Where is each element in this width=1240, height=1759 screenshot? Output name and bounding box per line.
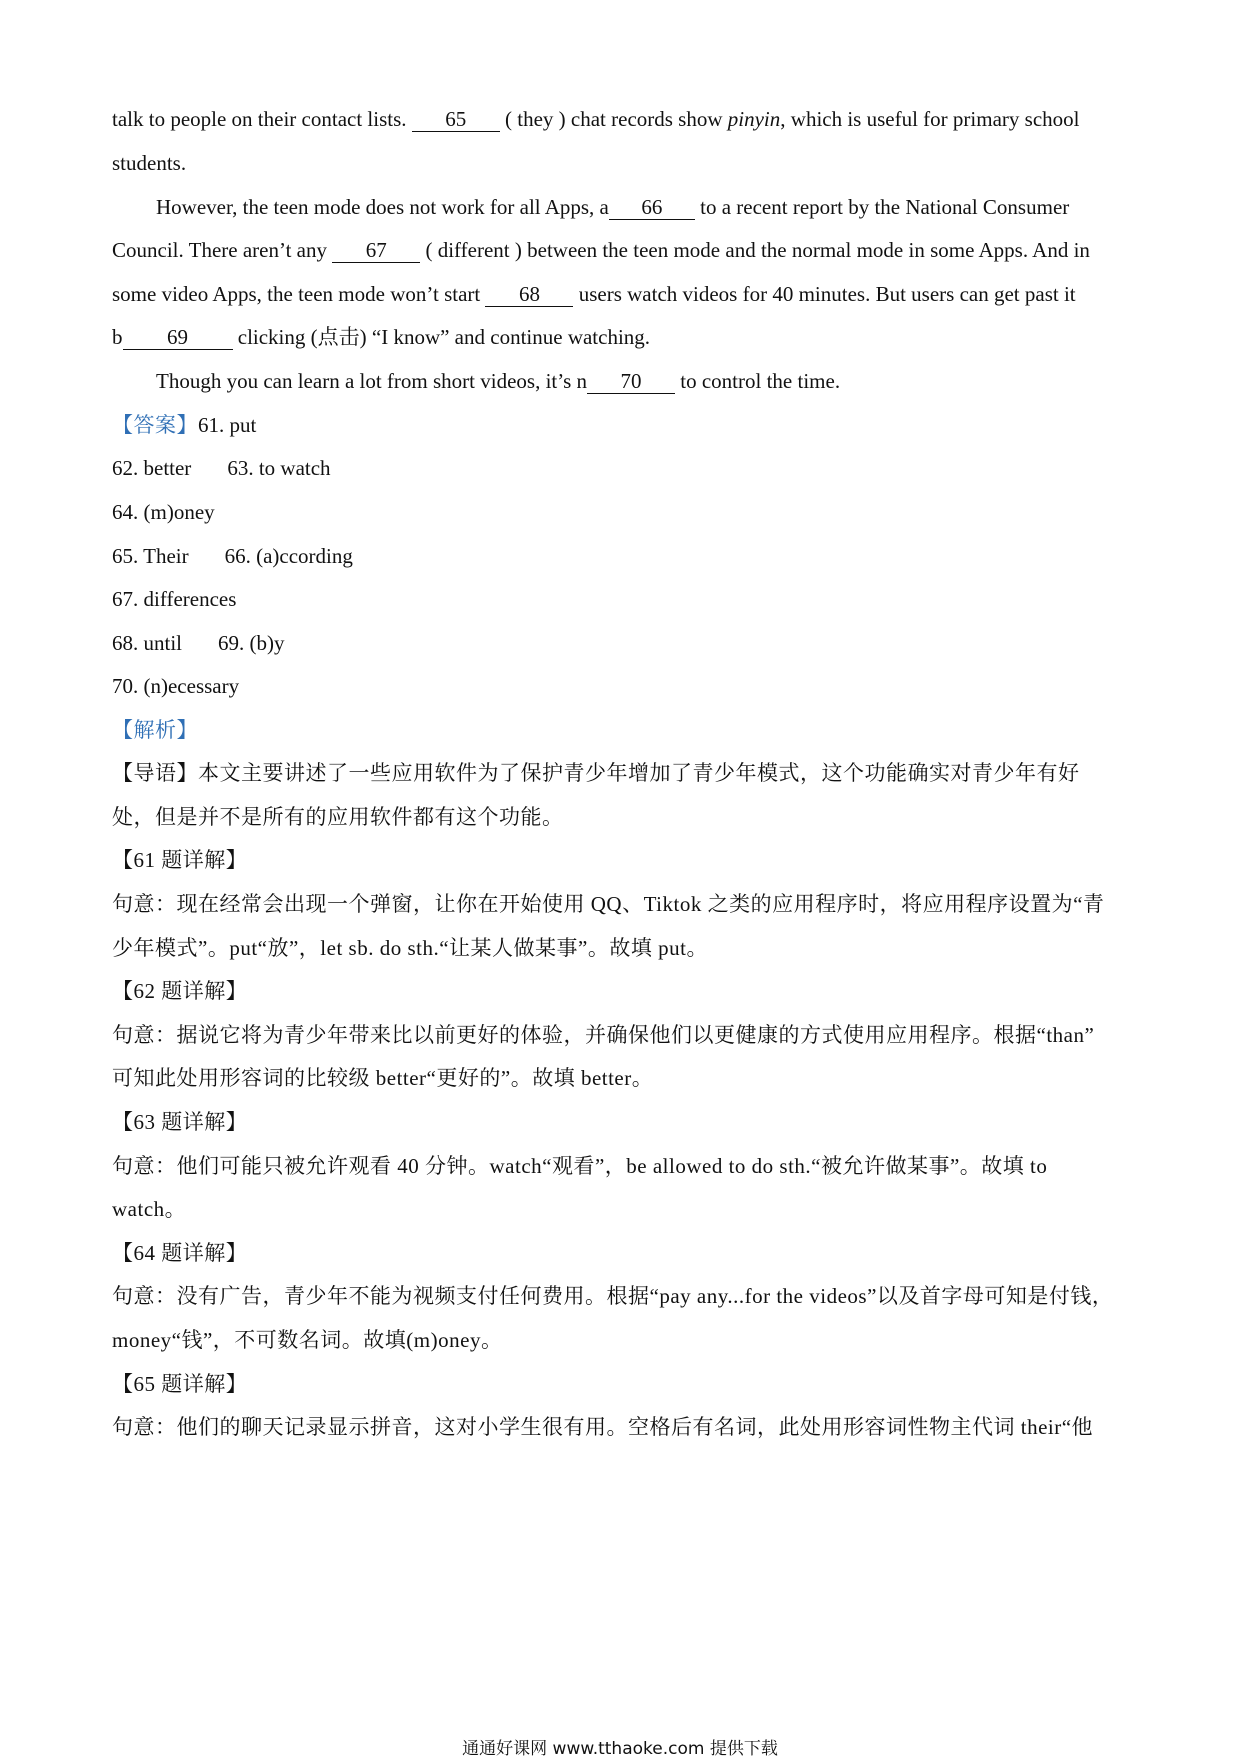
blank-69: 69 (123, 325, 233, 350)
explain-61-line-2: 少年模式”。put“放”，let sb. do sth.“让某人做某事”。故填 put。 (112, 936, 708, 960)
passage-line-7 (156, 366, 1176, 396)
blank-66: 66 (609, 195, 695, 220)
answer-68: 68. until (112, 631, 183, 655)
text: to a recent report by the National Consumer (700, 195, 1070, 219)
heading-63: 【63 题详解】 (112, 1110, 248, 1134)
footer-credit: 通通好课网 www.tthaoke.com 提供下载 (462, 1739, 778, 1759)
passage-line-2: students. (112, 151, 187, 175)
pinyin-word: pinyin (727, 107, 781, 131)
explain-61-line-1: 句意：现在经常会出现一个弹窗，让你在开始使用 QQ、Tiktok 之类的应用程序时，将应用程序设置为“青 (112, 892, 1105, 916)
answer-65: 65. Their (112, 544, 189, 568)
text: to control the time. (680, 369, 841, 393)
passage-line-1 (112, 104, 1132, 134)
text: ( different ) between the teen mode and the normal mode in some Apps. And in (425, 238, 1090, 262)
text: Council. There aren’t any (112, 238, 327, 262)
answer-66: 66. (a)ccording (224, 544, 353, 568)
answer-row (112, 453, 1132, 483)
explain-65-line-1: 句意：他们的聊天记录显示拼音，这对小学生很有用。空格后有名词，此处用形容词性物主代词 their“他 (112, 1415, 1094, 1439)
heading-61: 【61 题详解】 (112, 848, 248, 872)
heading-65: 【65 题详解】 (112, 1372, 248, 1396)
heading-64: 【64 题详解】 (112, 1241, 248, 1265)
passage-line-4 (112, 235, 1132, 265)
explain-62-line-1: 句意：据说它将为青少年带来比以前更好的体验，并确保他们以更健康的方式使用应用程序。根据“than” (112, 1023, 1095, 1047)
answer-64: 64. (m)oney (112, 500, 215, 524)
blank-67: 67 (332, 238, 420, 263)
answer-69: 69. (b)y (218, 631, 285, 655)
heading-62: 【62 题详解】 (112, 979, 248, 1003)
text: However, the teen mode does not work for all Apps, a (156, 195, 609, 219)
answer-70: 70. (n)ecessary (112, 674, 240, 698)
explain-64-line-1: 句意：没有广告，青少年不能为视频支付任何费用。根据“pay any...for the videos”以及首字母可知是付钱， (112, 1284, 1114, 1308)
passage-line-6 (112, 322, 1132, 352)
text: users watch videos for 40 minutes. But users can get past it (578, 282, 1076, 306)
answer-63: 63. to watch (227, 456, 331, 480)
text: b (112, 325, 123, 349)
analysis-tag: 【解析】 (112, 718, 198, 742)
passage-line-5 (112, 279, 1132, 309)
text: , which is useful for primary school (780, 107, 1080, 131)
answer-62: 62. better (112, 456, 192, 480)
text: ( they ) chat records show (505, 107, 723, 131)
passage-line-3 (156, 192, 1176, 222)
blank-65: 65 (412, 107, 500, 132)
explain-62-line-2: 可知此处用形容词的比较级 better“更好的”。故填 better。 (112, 1066, 654, 1090)
intro-line-2: 处，但是并不是所有的应用软件都有这个功能。 (112, 805, 564, 829)
answer-row (112, 628, 1132, 658)
blank-68: 68 (485, 282, 573, 307)
answer-tag: 【答案】 (112, 413, 198, 437)
text: clicking (点击) “I know” and continue watching. (237, 325, 651, 349)
text: some video Apps, the teen mode won’t start (112, 282, 481, 306)
explain-63-line-1: 句意：他们可能只被允许观看 40 分钟。watch“观看”，be allowed to do sth.“被允许做某事”。故填 to (112, 1154, 1048, 1178)
text: Though you can learn a lot from short videos, it’s n (156, 369, 588, 393)
answer-61: 61. put (198, 413, 257, 437)
explain-63-line-2: watch。 (112, 1197, 187, 1221)
answer-67: 67. differences (112, 587, 237, 611)
text: talk to people on their contact lists. (112, 107, 407, 131)
intro-line-1: 【导语】本文主要讲述了一些应用软件为了保护青少年增加了青少年模式，这个功能确实对青少年有好 (112, 761, 1080, 785)
answer-row (112, 541, 1132, 571)
blank-70: 70 (587, 369, 675, 394)
answer-header (112, 410, 1132, 440)
explain-64-line-2: money“钱”，不可数名词。故填(m)oney。 (112, 1328, 503, 1352)
